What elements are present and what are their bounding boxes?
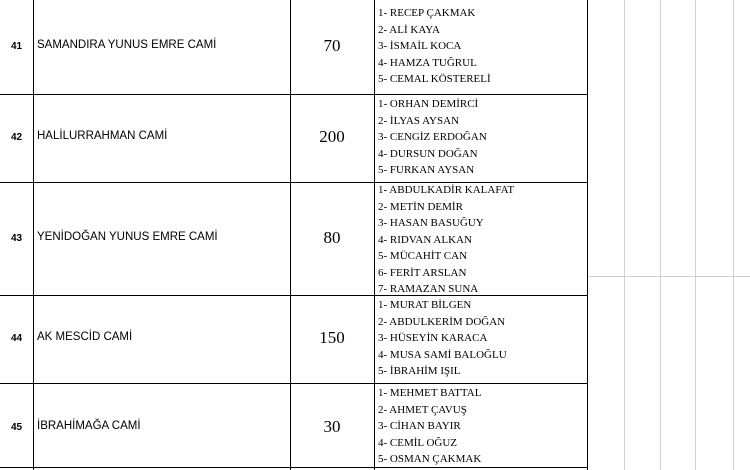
mosque-name: İBRAHİMAĞA CAMİ (37, 420, 141, 432)
staff-entry: 4- CEMİL OĞUZ (378, 436, 458, 449)
staff-entry: 4- MUSA SAMİ BALOĞLU (378, 348, 507, 361)
staff-entry: 4- RIDVAN ALKAN (378, 233, 472, 246)
staff-entry: 3- İSMAİL KOCA (378, 40, 462, 52)
staff-entry: 2- ALİ KAYA (378, 23, 440, 36)
staff-entry: 3- CENGİZ ERDOĞAN (378, 131, 487, 143)
staff-entry: 4- DURSUN DOĞAN (378, 147, 478, 160)
staff-entry: 5- İBRAHİM IŞIL (378, 365, 461, 377)
staff-entry: 6- FERİT ARSLAN (378, 266, 467, 279)
mosque-name: SAMANDIRA YUNUS EMRE CAMİ (37, 39, 217, 51)
mosque-name: AK MESCİD CAMİ (37, 331, 133, 343)
staff-entry: 5- FURKAN AYSAN (378, 164, 475, 176)
capacity-count: 70 (323, 36, 341, 55)
capacity-count: 80 (323, 228, 341, 247)
staff-entry: 3- HÜSEYİN KARACA (378, 332, 488, 344)
row-number: 41 (10, 41, 23, 52)
staff-entry: 1- MURAT BİLGEN (378, 299, 472, 311)
staff-entry: 7- RAMAZAN SUNA (378, 283, 479, 295)
staff-entry: 3- CİHAN BAYIR (378, 420, 461, 432)
row-number: 43 (10, 233, 23, 244)
capacity-count: 30 (323, 417, 341, 436)
staff-entry: 2- AHMET ÇAVUŞ (378, 403, 467, 416)
row-number: 44 (10, 333, 23, 344)
staff-list (378, 182, 578, 298)
staff-entry: 2- ABDULKERİM DOĞAN (378, 315, 506, 328)
row-number: 45 (10, 422, 23, 433)
staff-entry: 4- HAMZA TUĞRUL (378, 56, 477, 69)
staff-entry: 3- HASAN BASUĞUY (378, 217, 484, 229)
staff-list (378, 96, 578, 179)
staff-entry: 5- CEMAL KÖSTERELİ (378, 73, 491, 85)
row-number: 42 (10, 132, 23, 143)
staff-entry: 5- OSMAN ÇAKMAK (378, 453, 482, 465)
capacity-count: 200 (319, 127, 345, 146)
staff-entry: 5- MÜCAHİT CAN (378, 250, 468, 262)
mosque-name: YENİDOĞAN YUNUS EMRE CAMİ (37, 231, 218, 243)
staff-list (378, 385, 578, 468)
staff-entry: 1- ABDULKADİR KALAFAT (378, 184, 515, 196)
capacity-count: 150 (319, 328, 345, 347)
staff-entry: 2- İLYAS AYSAN (378, 114, 460, 127)
staff-entry: 1- ORHAN DEMİRCİ (378, 98, 479, 110)
staff-entry: 2- METİN DEMİR (378, 200, 463, 213)
staff-entry: 1- MEHMET BATTAL (378, 387, 482, 399)
mosque-name: HALİLURRAHMAN CAMİ (37, 130, 168, 142)
staff-entry: 1- RECEP ÇAKMAK (378, 7, 476, 19)
staff-list (378, 297, 578, 380)
staff-list (378, 5, 578, 88)
